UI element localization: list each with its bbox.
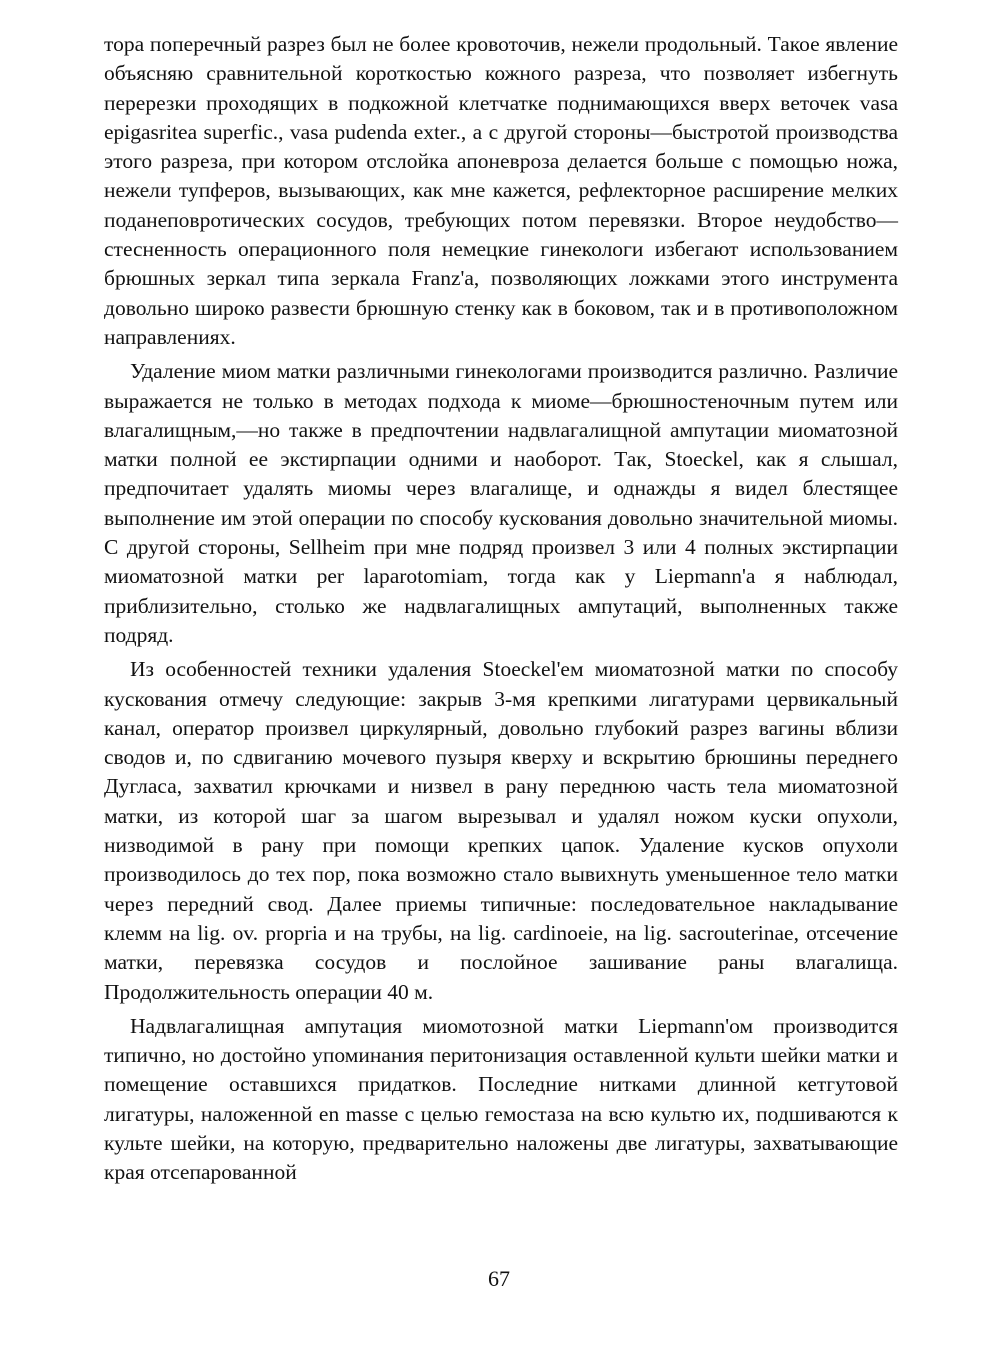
paragraph-liepmann-amputation: Надвлагалищная ампутация миомотозной матки Liepmann'ом производится типично, но достойно упоминания перитонизация оставленной культи шейки матки и помещение оставшихся придатков. Последние нитками длинной кетгутовой лигатуры, наложенной en masse с целью гемостаза на всю культю их, подшиваются к культе шейки, на которую, предварительно наложены две лигатуры, захватывающие края отсепарованной <box>104 1013 898 1185</box>
paragraph-stoeckel-technique: Из особенностей техники удаления Stoeckel'ем миоматозной матки по способу кускования отмечу следующие: закрыв 3-мя крепкими лигатурами цервикальный канал, оператор произвел циркулярный, довольно глубокий разрез вагины вблизи сводов и, по сдвиганию мочевого пузыря кверху и вскрытию брюшины переднего Дугласа, захватил крючками и низвел в рану переднюю часть тела миоматозной матки, из которой шаг за шагом вырезывал и удалял ножом куски опухоли, низводимой в рану при помощи крепких цапок. Удаление кусков опухоли производилось до тех пор, пока возможно стало вывихнуть уменьшенное тело матки через передний свод. Далее приемы типичные: последовательное накладывание клемм на lig. ov. proрria и на трубы, на lig. cardinoeie, на lig. sacrouterinae, отсечение матки, перевязка сосудов и послойное зашивание раны влагалища. Продолжительность операции 40 м. <box>104 657 898 1004</box>
paragraph-myoma-removal: Удаление миом матки различными гинекологами производится различно. Различие выражается не только в методах подхода к миоме—брюшностеночным путем или влагалищным,—но также в предпочтении надвлагалищной ампутации миоматозной матки полной ее экстирпации одними и наоборот. Так, Stoeckel, как я слышал, предпочитает удалять миомы через влагалище, и однажды я видел блестящее выполнение им этой операции по способу кускования довольно значительной миомы. С другой стороны, Sellheim при мне подряд произвел 3 или 4 полных экстирпации миоматозной матки per laparotomiam, тогда как у Liepmann'a я наблюдал, приблизительно, столько же надвлагалищных ампутаций, выполненных также подряд. <box>104 359 898 647</box>
page-body <box>104 30 898 1193</box>
paragraph-continued: тора поперечный разрез был не более кровоточив, нежели продольный. Такое явление объясняю сравнительной короткостью кожного разреза, что позволяет избегнуть перерезки проходящих в подкожной клетчатке поднимающихся вверх веточек vasa epigasritea superfic., vasa pudenda exter., а с другой стороны—быстротой производства этого разреза, при котором отслойка апоневроза делается больше с помощью ножа, нежели тупферов, вызывающих, как мне кажется, рефлекторное расширение мелких поданеповротических сосудов, требующих потом перевязки. Второе неудобство—стесненность операционного поля немецкие гинекологи избегают использованием брюшных зеркал типа зеркала Franz'a, позволяющих ложками этого инструмента довольно широко развести брюшную стенку как в боковом, так и в противоположном направлениях. <box>104 32 898 349</box>
page-number: 67 <box>488 1266 510 1291</box>
